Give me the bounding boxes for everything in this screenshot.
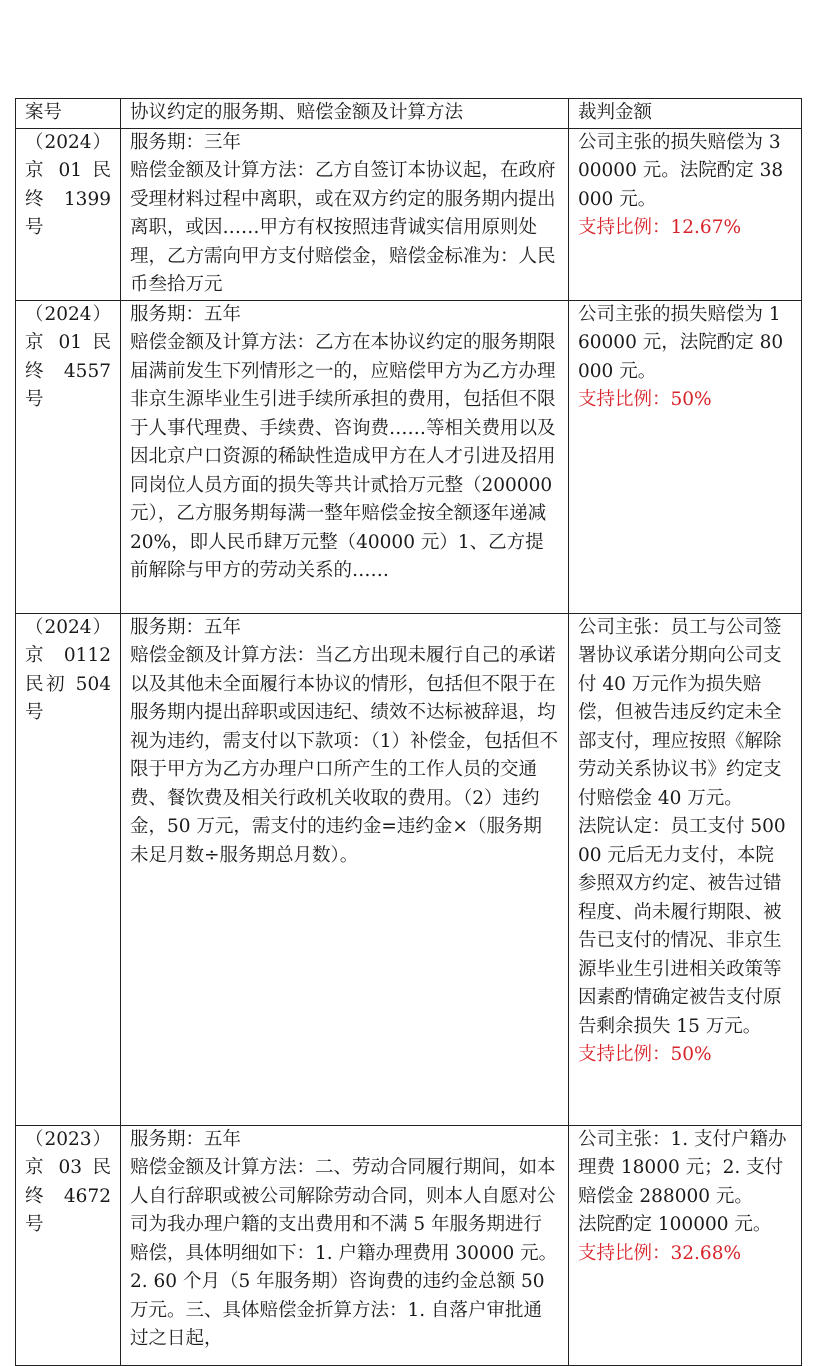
support-ratio: 支持比例：50%: [578, 1044, 712, 1065]
judgment-text: 公司主张的损失赔偿为 160000 元，法院酌定 80000 元。: [578, 303, 784, 382]
header-judgment-amount: 裁判金额: [569, 99, 802, 129]
header-case-number: 案号: [16, 99, 121, 129]
judgment-cell: [569, 613, 802, 1125]
judgment-cell: [569, 1125, 802, 1365]
support-ratio: 支持比例：50%: [578, 389, 712, 410]
table-header-row: [16, 99, 802, 129]
compensation-method: 赔偿金额及计算方法：乙方在本协议约定的服务期限届满前发生下列情形之一的，应赔偿甲方为乙方办理非京生源毕业生引进手续所承担的费用，包括但不限于人事代理费、手续费、咨询费……等相关费用以及因北京户口资源的稀缺性造成甲方在人才引进及招用同岗位人员方面的损失等共计贰拾万元整（200000元），乙方服务期每满一整年赔偿金按全额逐年递减 20%，即人民币肆万元整（40000 元）1、乙方提前解除与甲方的劳动关系的……: [130, 332, 556, 581]
service-period: 服务期：五年: [130, 1128, 242, 1150]
agreement-terms-cell: [121, 300, 569, 613]
case-comparison-table: [15, 98, 802, 1366]
judgment-text: 法院酌定 100000 元。: [578, 1214, 772, 1235]
table-row: [16, 128, 802, 300]
header-agreement-terms: 协议约定的服务期、赔偿金额及计算方法: [121, 99, 569, 129]
support-ratio: 支持比例：12.67%: [578, 217, 742, 238]
support-ratio: 支持比例：32.68%: [578, 1242, 742, 1264]
judgment-text: 公司主张：员工与公司签署协议承诺分期向公司支付 40 万元作为损失赔偿，但被告违反约定未全部支付，理应按照《解除劳动关系协议书》约定支付赔偿金 40 万元。: [578, 616, 782, 809]
judgment-cell: [569, 300, 802, 613]
judgment-cell: [569, 128, 802, 300]
service-period: 服务期：五年: [130, 616, 242, 638]
judgment-text: 公司主张：1. 支付户籍办理费 18000 元；2. 支付赔偿金 288000 元。: [578, 1128, 787, 1207]
case-number-cell: （2024） 京 01 民 终 1399 号: [16, 128, 121, 300]
compensation-method: 赔偿金额及计算方法：乙方自签订本协议起，在政府受理材料过程中离职，或在双方约定的服务期内提出离职，或因……甲方有权按照违背诚实信用原则处理，乙方需向甲方支付赔偿金，赔偿金标准为：人民币叁拾万元: [130, 160, 556, 295]
table-row: [16, 613, 802, 1125]
judgment-text: 公司主张的损失赔偿为 300000 元。法院酌定 38000 元。: [578, 131, 784, 210]
case-number-cell: （2023） 京 03 民 终 4672 号: [16, 1125, 121, 1365]
service-period: 服务期：五年: [130, 303, 242, 325]
compensation-method: 赔偿金额及计算方法：二、劳动合同履行期间，如本人自行辞职或被公司解除劳动合同，则本人自愿对公司为我办理户籍的支出费用和不满 5 年服务期进行赔偿，具体明细如下：1. 户籍办理费用 30000 元。2. 60 个月（5 年服务期）咨询费的违约金总额 50 万元。三、具体赔偿金折算方法：1. 自落户审批通过之日起，: [130, 1157, 558, 1349]
judgment-text: 法院认定：员工支付 50000 元后无力支付，本院参照双方约定、被告过错程度、尚未履行期限、被告已支付的情况、非京生源毕业生引进相关政策等因素酌情确定被告支付原告剩余损失 15 万元。: [578, 816, 786, 1037]
case-number-cell: （2024） 京 0112 民初 504 号: [16, 613, 121, 1125]
agreement-terms-cell: [121, 613, 569, 1125]
agreement-terms-cell: [121, 128, 569, 300]
table-row: [16, 300, 802, 613]
compensation-method: 赔偿金额及计算方法：当乙方出现未履行自己的承诺以及其他未全面履行本协议的情形，包括但不限于在服务期内提出辞职或因违纪、绩效不达标被辞退，均视为违约，需支付以下款项：（1）补偿金，包括但不限于甲方为乙方办理户口所产生的工作人员的交通费、餐饮费及相关行政机关收取的费用。（2）违约金，50 万元，需支付的违约金=违约金×（服务期未足月数÷服务期总月数）。: [130, 645, 559, 866]
case-number-cell: （2024） 京 01 民 终 4557 号: [16, 300, 121, 613]
service-period: 服务期：三年: [130, 131, 242, 153]
table-row: [16, 1125, 802, 1365]
agreement-terms-cell: [121, 1125, 569, 1365]
